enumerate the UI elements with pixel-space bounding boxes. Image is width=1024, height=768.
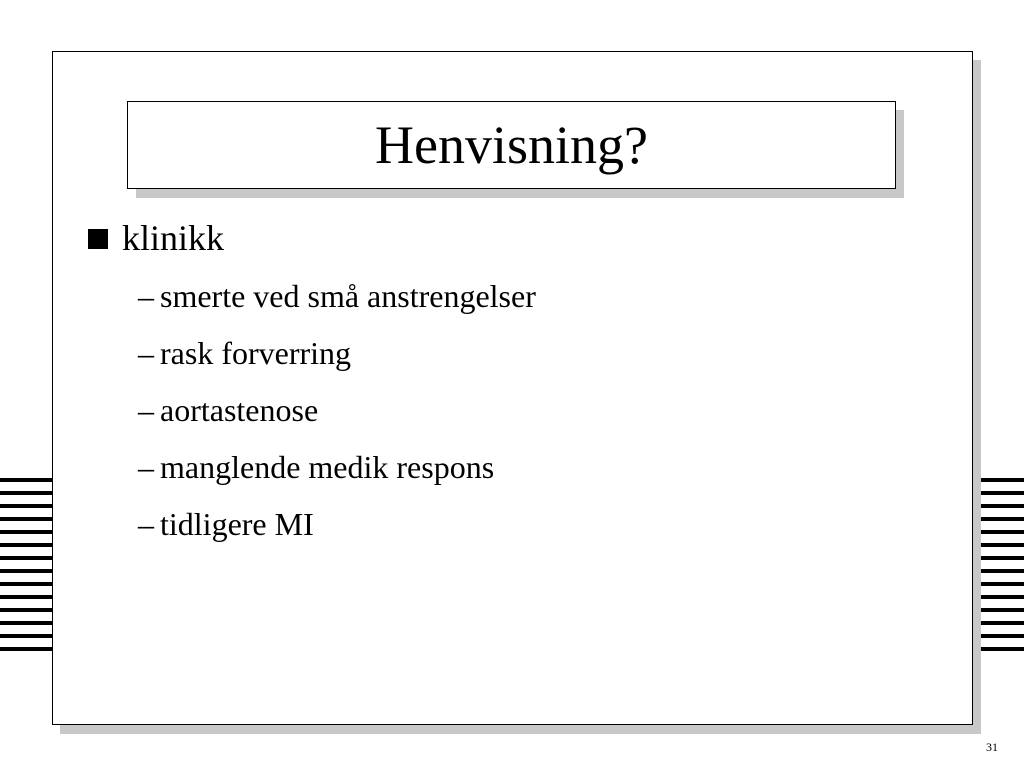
sub-bullet-text: aortastenose [160,392,319,428]
dash-icon: – [138,335,154,371]
bullet-item [88,220,224,256]
sub-bullet-text: manglende medik respons [160,449,495,485]
sub-bullet-text: rask forverring [160,335,352,371]
sub-bullet-item [138,280,536,337]
sub-bullet-text: smerte ved små anstrengelser [160,278,536,314]
dash-icon: – [138,449,154,485]
sub-bullet-item [138,394,536,451]
dash-icon: – [138,392,154,428]
dash-icon: – [138,506,154,542]
sub-bullet-list [138,280,536,565]
sub-bullet-item [138,508,536,565]
page-number: 31 [986,740,998,754]
slide-title: Henvisning? [375,115,648,175]
dash-icon: – [138,278,154,314]
sub-bullet-text: tidligere MI [160,506,314,542]
bullet-label: klinikk [122,218,225,258]
sub-bullet-item [138,337,536,394]
sub-bullet-item [138,451,536,508]
left-stripe-decoration [0,478,60,654]
square-bullet-icon [88,229,108,249]
title-box [127,101,896,189]
